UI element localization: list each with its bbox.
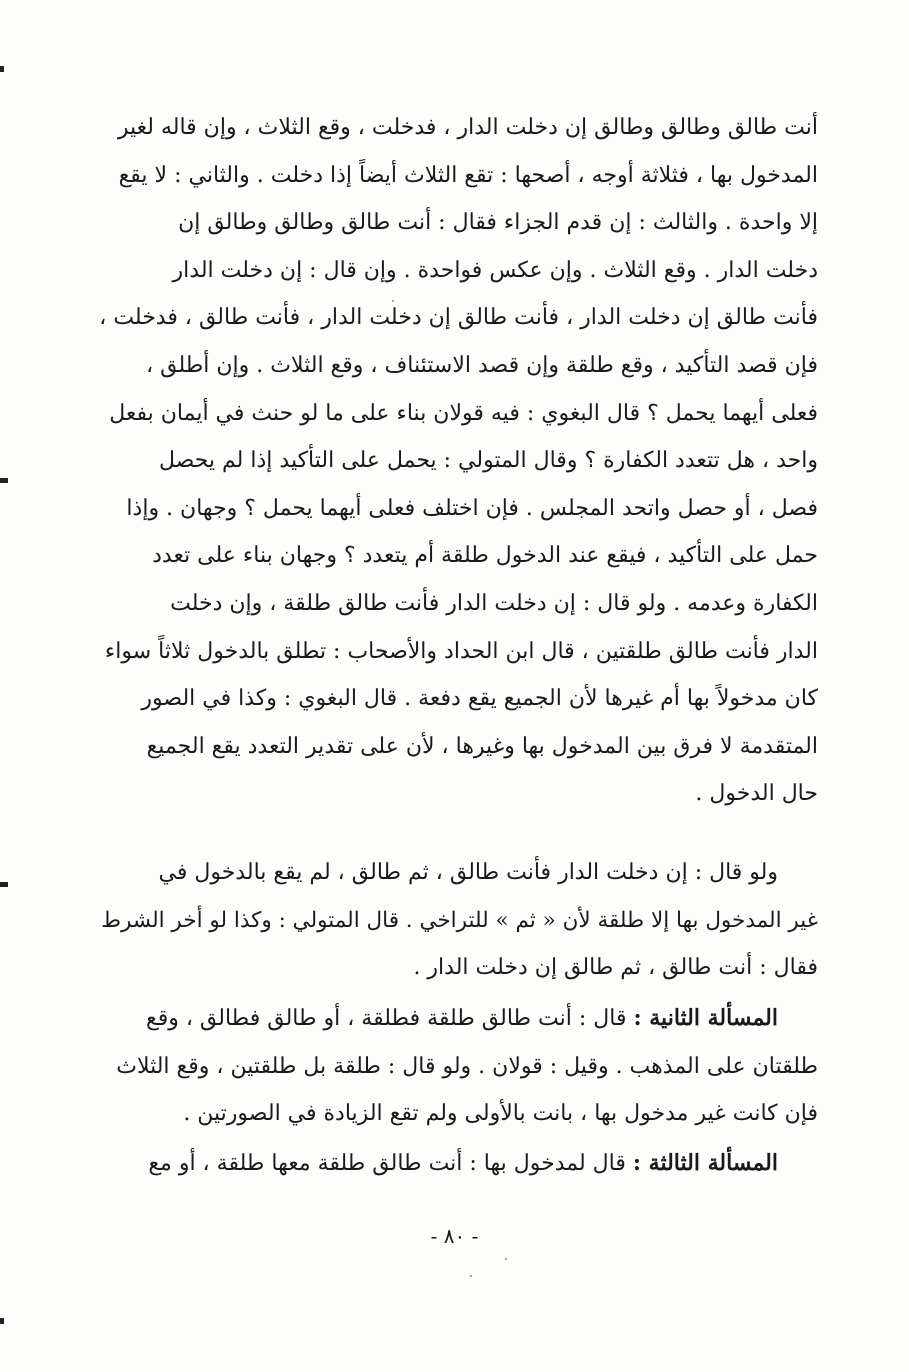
text-line: فأنت طالق إن دخلت الدار ، فأنت طالق إن دخلت الدار ، فأنت طالق ، فدخلت ،	[99, 305, 818, 331]
paragraph	[88, 104, 818, 818]
text-line: الكفارة وعدمه . ولو قال : إن دخلت الدار فأنت طالق طلقة ، وإن دخلت	[170, 590, 818, 616]
paragraph	[88, 1140, 818, 1188]
paragraph	[88, 995, 818, 1138]
text-line: ولو قال : إن دخلت الدار فأنت طالق ، ثم طالق ، لم يقع بالدخول في	[158, 860, 778, 885]
text-line: الدار فأنت طالق طلقتين ، قال ابن الحداد والأصحاب : تطلق بالدخول ثلاثاً سواء	[104, 638, 818, 664]
section-heading: المسألة الثانية :	[633, 1005, 778, 1031]
text-line: فإن كانت غير مدخول بها ، بانت بالأولى ولم تقع الزيادة في الصورتين .	[183, 1101, 818, 1127]
text-line	[88, 1140, 818, 1188]
margin-mark	[0, 882, 8, 887]
text-line: فقال : أنت طالق ، ثم طالق إن دخلت الدار .	[413, 955, 818, 981]
text-segment: قال : أنت طالق طلقة فطلقة ، أو طالق فطالق ، وقع	[145, 1006, 627, 1031]
scan-speck	[505, 1258, 507, 1260]
scan-speck	[470, 1275, 472, 1277]
text-line: إلا واحدة . والثالث : إن قدم الجزاء فقال : أنت طالق وطالق وطالق إن	[178, 210, 818, 236]
page-number: - ٨٠ -	[430, 1224, 479, 1248]
text-line: غير المدخول بها إلا طلقة لأن « ثم » للتراخي . قال المتولي : وكذا لو أخر الشرط	[101, 907, 818, 933]
text-segment: قال لمدخول بها : أنت طالق طلقة معها طلقة ، أو مع	[148, 1151, 626, 1176]
text-line: دخلت الدار . وقع الثلاث . وإن عكس فواحدة . وإن قال : إن دخلت الدار	[172, 257, 818, 283]
section-heading: المسألة الثالثة :	[632, 1150, 778, 1176]
text-line: كان مدخولاً بها أم غيرها لأن الجميع يقع دفعة . قال البغوي : وكذا في الصور	[141, 686, 818, 712]
margin-mark	[0, 66, 4, 72]
text-line: فعلى أيهما يحمل ؟ قال البغوي : فيه قولان بناء على ما لو حنث في أيمان بفعل	[109, 400, 818, 426]
paragraph	[88, 849, 818, 992]
text-line: حمل على التأكيد ، فيقع عند الدخول طلقة أم يتعدد ؟ وجهان بناء على تعدد	[152, 543, 818, 569]
text-line: أنت طالق وطالق وطالق إن دخلت الدار ، فدخلت ، وقع الثلاث ، وإن قاله لغير	[117, 115, 818, 140]
text-line: فصل ، أو حصل واتحد المجلس . فإن اختلف فعلى أيهما يحمل ؟ وجهان . وإذا	[126, 495, 818, 521]
text-line: المتقدمة لا فرق بين المدخول بها وغيرها ، لأن على تقدير التعدد يقع الجميع	[146, 733, 818, 759]
text-line: واحد ، هل تتعدد الكفارة ؟ وقال المتولي : يحمل على التأكيد إذا لم يحصل	[158, 448, 818, 474]
margin-mark	[0, 478, 8, 483]
margin-mark	[0, 1318, 4, 1324]
text-line: طلقتان على المذهب . وقيل : قولان . ولو قال : طلقة بل طلقتين ، وقع الثلاث	[116, 1053, 818, 1079]
text-line	[88, 995, 818, 1043]
text-line: المدخول بها ، فثلاثة أوجه ، أصحها : تقع الثلاث أيضاً إذا دخلت . والثاني : لا يقع	[118, 162, 818, 188]
text-line: حال الدخول .	[695, 781, 818, 807]
text-line: فإن قصد التأكيد ، وقع طلقة وإن قصد الاستئناف ، وقع الثلاث . وإن أطلق ،	[146, 352, 818, 378]
